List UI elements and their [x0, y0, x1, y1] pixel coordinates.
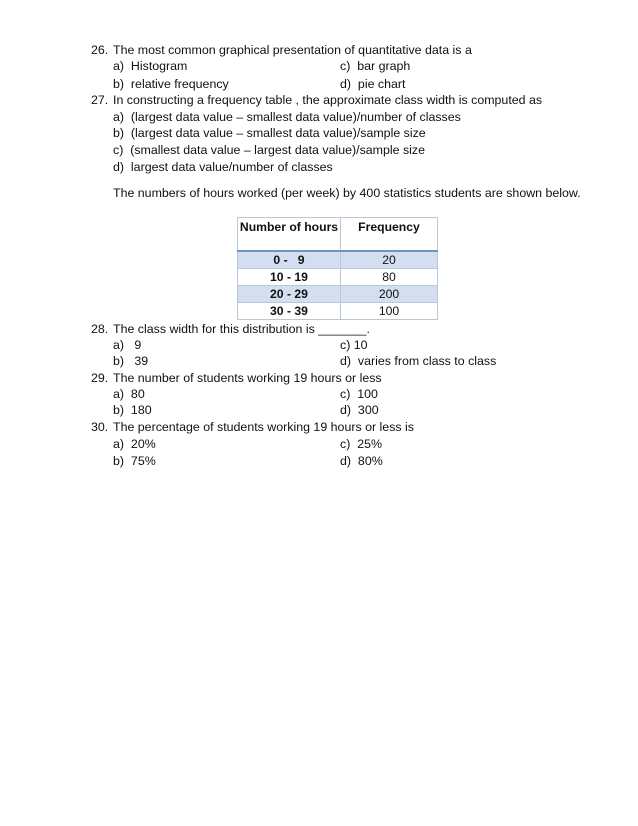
option-26c: c) bar graph	[340, 59, 411, 73]
option-27a: a) (largest data value – smallest data value)/number of classes	[113, 110, 461, 124]
table-row	[238, 303, 438, 320]
question-number: 26.	[91, 43, 109, 57]
header-frequency: Frequency	[341, 218, 438, 252]
question-number: 27.	[91, 93, 109, 107]
option-30b: b) 75%	[113, 454, 156, 468]
option-29d: d) 300	[340, 403, 379, 417]
question-number: 30.	[91, 420, 109, 434]
option-28d: d) varies from class to class	[340, 354, 497, 368]
table-row	[238, 286, 438, 303]
option-28b: b) 39	[113, 354, 149, 368]
option-30c: c) 25%	[340, 437, 383, 451]
frequency-cell: 200	[341, 286, 438, 303]
option-28c: c) 10	[340, 338, 368, 352]
option-29b: b) 180	[113, 403, 152, 417]
option-29c: c) 100	[340, 387, 378, 401]
option-26d: d) pie chart	[340, 77, 406, 91]
table-row	[238, 269, 438, 286]
header-number-of-hours: Number of hours	[238, 218, 341, 252]
class-cell: 0 - 9	[238, 251, 341, 269]
option-26a: a) Histogram	[113, 59, 188, 73]
frequency-table	[237, 217, 438, 320]
frequency-cell: 100	[341, 303, 438, 320]
option-27d: d) largest data value/number of classes	[113, 160, 333, 174]
question-number: 29.	[91, 371, 109, 385]
option-27b: b) (largest data value – smallest data value)/sample size	[113, 126, 426, 140]
frequency-cell: 20	[341, 251, 438, 269]
class-cell: 20 - 29	[238, 286, 341, 303]
class-cell: 10 - 19	[238, 269, 341, 286]
option-26b: b) relative frequency	[113, 77, 229, 91]
option-30d: d) 80%	[340, 454, 383, 468]
option-30a: a) 20%	[113, 437, 156, 451]
frequency-cell: 80	[341, 269, 438, 286]
class-cell: 30 - 39	[238, 303, 341, 320]
table-intro: The numbers of hours worked (per week) by 400 statistics students are shown below.	[113, 186, 581, 200]
option-28a: a) 9	[113, 338, 142, 352]
question-text: The most common graphical presentation of quantitative data is a	[113, 43, 472, 57]
table-row	[238, 251, 438, 269]
question-text: The class width for this distribution is _______.	[113, 322, 370, 336]
question-number: 28.	[91, 322, 109, 336]
question-text: The percentage of students working 19 hours or less is	[113, 420, 414, 434]
option-27c: c) (smallest data value – largest data value)/sample size	[113, 143, 425, 157]
question-text: In constructing a frequency table , the approximate class width is computed as	[113, 93, 543, 107]
question-text: The number of students working 19 hours or less	[113, 371, 382, 385]
option-29a: a) 80	[113, 387, 145, 401]
